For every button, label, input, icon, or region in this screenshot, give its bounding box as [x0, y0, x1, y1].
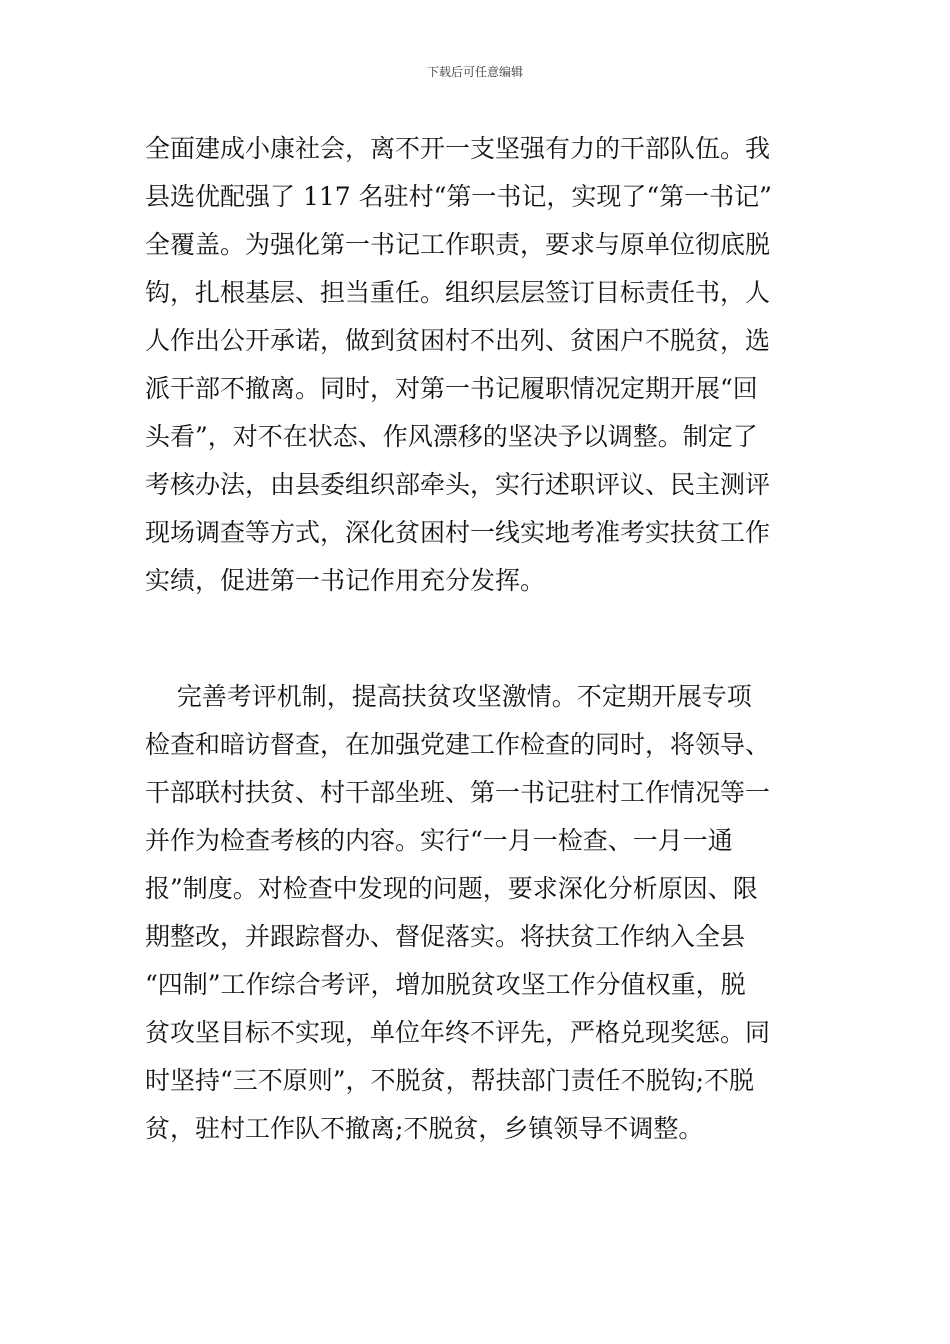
page-header: 下载后可任意编辑 [426, 65, 523, 79]
text-line: 并作为检查考核的内容。实行“一月一检查、一月一通 [145, 826, 733, 855]
text-line: 钩，扎根基层、担当重任。组织层层签订目标责任书，人 [145, 278, 771, 307]
text-line: 干部联村扶贫、村干部坐班、第一书记驻村工作情况等一 [145, 778, 771, 807]
text-line: 县选优配强了 117 名驻村“第一书记，实现了“第一书记” [145, 182, 772, 211]
text-line: 人作出公开承诺，做到贫困村不出列、贫困户不脱贫，选 [145, 326, 771, 355]
text-line: 现场调查等方式，深化贫困村一线实地考准考实扶贫工作 [145, 518, 771, 547]
text-line: 头看”，对不在状态、作风漂移的坚决予以调整。制定了 [145, 422, 758, 451]
text-line: 时坚持“三不原则”，不脱贫，帮扶部门责任不脱钩;不脱 [145, 1066, 754, 1095]
text-line: 期整改，并跟踪督办、督促落实。将扶贫工作纳入全县 [145, 922, 746, 951]
text-line: 全覆盖。为强化第一书记工作职责，要求与原单位彻底脱 [145, 230, 771, 259]
text-line: “四制”工作综合考评，增加脱贫攻坚工作分值权重，脱 [145, 970, 746, 999]
text-line: 派干部不撤离。同时，对第一书记履职情况定期开展“回 [145, 374, 758, 403]
text-line: 实绩，促进第一书记作用充分发挥。 [145, 566, 546, 595]
text-line: 贫攻坚目标不实现，单位年终不评先，严格兑现奖惩。同 [145, 1018, 771, 1047]
text-line: 报”制度。对检查中发现的问题，要求深化分析原因、限 [145, 874, 758, 903]
paragraph-1 [145, 125, 807, 605]
text-line: 检查和暗访督查，在加强党建工作检查的同时，将领导、 [145, 730, 771, 759]
text-line: 考核办法，由县委组织部牵头，实行述职评议、民主测评 [145, 470, 771, 499]
paragraph-2 [145, 673, 807, 1153]
text-line: 全面建成小康社会，离不开一支坚强有力的干部队伍。我 [145, 134, 771, 163]
text-line: 完善考评机制，提高扶贫攻坚激情。不定期开展专项 [145, 682, 752, 711]
text-line: 贫，驻村工作队不撤离;不脱贫，乡镇领导不调整。 [145, 1114, 704, 1143]
